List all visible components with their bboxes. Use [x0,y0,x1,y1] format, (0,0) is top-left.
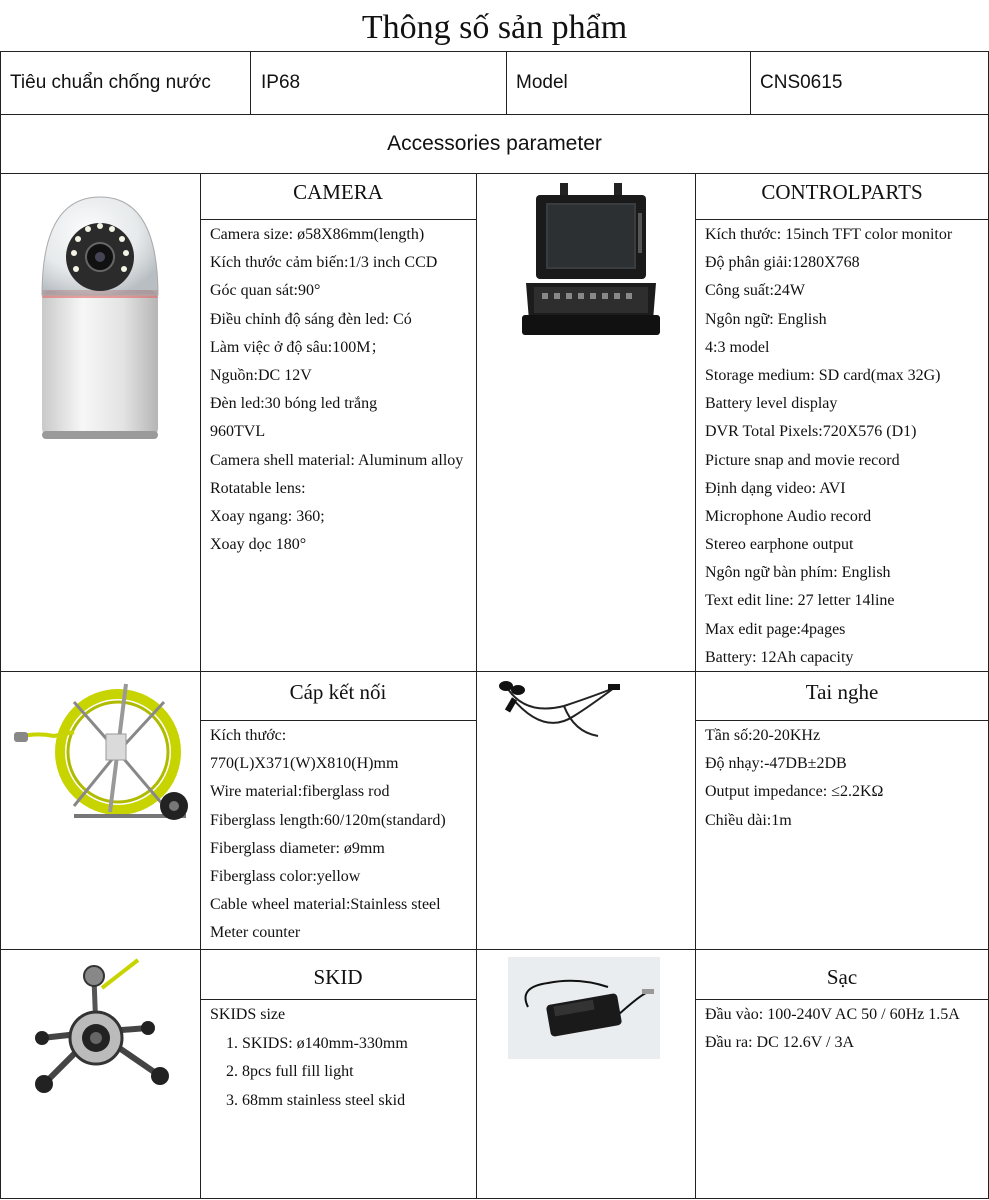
row-divider [0,173,989,174]
controlparts-spec: Picture snap and movie record [705,451,900,469]
camera-spec: Đèn led:30 bóng led trắng [210,395,378,413]
camera-spec: Góc quan sát:90° [210,282,321,300]
col-divider [250,51,251,114]
camera-spec: Camera size: ø58X86mm(length) [210,226,425,243]
camera-spec: 960TVL [210,423,266,441]
controlparts-spec: Ngôn ngữ bàn phím: English [705,564,891,582]
skid-spec-list [210,1001,408,1115]
controlparts-spec: Battery: 12Ah capacity [705,648,854,666]
controlparts-spec: 4:3 model [705,338,770,356]
controlparts-spec: Text edit line: 27 letter 14line [705,592,895,610]
camera-spec-list [210,221,463,559]
charger-image [508,957,660,1059]
cable-spec: Kích thước: [210,727,287,744]
table-border-top [0,51,989,52]
earphone-heading: Tai nghe [805,680,879,704]
controlparts-spec: Độ phân giải:1280X768 [705,254,860,272]
control-unit-image [522,183,660,341]
controlparts-spec: Max edit page:4pages [705,620,846,638]
controlparts-spec: Microphone Audio record [705,507,872,525]
skid-intro: SKIDS size [210,1006,286,1023]
skid-item: 3. 68mm stainless steel skid [226,1091,406,1109]
skid-heading: SKID [313,965,363,989]
earphone-spec: Độ nhạy:-47DB±2DB [705,755,847,773]
camera-spec: Xoay ngang: 360; [210,507,325,525]
section-title: Accessories parameter [387,132,602,155]
table-border-left [0,51,1,1199]
cable-spec: Fiberglass diameter: ø9mm [210,839,385,857]
cable-spec: Wire material:fiberglass rod [210,783,390,801]
camera-spec: Nguồn:DC 12V [210,366,312,384]
cable-spec: Fiberglass color:yellow [210,867,361,885]
cable-spec: Fiberglass length:60/120m(standard) [210,811,446,829]
heading-divider [200,999,476,1000]
earphone-spec-list [705,722,883,835]
heading-divider [695,720,989,721]
heading-divider [695,219,989,220]
waterproof-value: IP68 [261,72,301,93]
skid-image [22,958,174,1098]
heading-divider [200,720,476,721]
controlparts-spec: Storage medium: SD card(max 32G) [705,366,941,384]
camera-spec: Điều chỉnh độ sáng đèn led: Có [210,310,412,328]
controlparts-spec: Stereo earphone output [705,536,854,554]
heading-divider [200,219,476,220]
camera-spec: Xoay dọc 180° [210,536,307,554]
controlparts-spec: Ngôn ngữ: English [705,310,827,328]
controlparts-spec: Định dạng video: AVI [705,479,846,497]
row-divider [0,114,989,115]
col-divider [750,51,751,114]
controlparts-spec: Công suất:24W [705,282,805,300]
col-divider [476,173,477,1199]
camera-spec: Camera shell material: Aluminum alloy [210,451,464,469]
camera-spec: Rotatable lens: [210,479,306,497]
cable-reel-image [14,682,190,828]
camera-spec: Làm việc ở độ sâu:100M； [210,338,387,356]
col-divider [506,51,507,114]
heading-divider [695,999,989,1000]
charger-spec: Đầu vào: 100-240V AC 50 / 60Hz 1.5A [705,1006,960,1023]
controlparts-spec: DVR Total Pixels:720X576 (D1) [705,423,917,441]
model-value: CNS0615 [760,72,843,93]
cable-spec: Cable wheel material:Stainless steel [210,896,441,914]
skid-item: 2. 8pcs full fill light [226,1063,354,1080]
table-border-bottom [0,1198,989,1199]
earphone-spec: Chiều dài:1m [705,811,792,829]
page-title: Thông số sản phẩm [361,9,628,46]
charger-heading: Sạc [826,965,858,989]
row-divider [0,949,989,950]
camera-spec: Kích thước cảm biến:1/3 inch CCD [210,254,438,272]
skid-item: 1. SKIDS: ø140mm-330mm [226,1034,408,1052]
controlparts-heading: CONTROLPARTS [761,180,923,204]
cable-spec-list [210,722,446,948]
earphone-image [494,676,624,740]
cable-spec: 770(L)X371(W)X810(H)mm [210,755,399,773]
model-label: Model [516,72,568,93]
waterproof-label: Tiêu chuẩn chống nước [10,72,211,93]
charger-spec-list [705,1001,960,1057]
cable-spec: Meter counter [210,924,301,942]
controlparts-spec: Kích thước: 15inch TFT color monitor [705,226,953,243]
camera-heading: CAMERA [293,180,383,204]
controlparts-spec-list [705,221,952,672]
charger-spec: Đầu ra: DC 12.6V / 3A [705,1034,855,1052]
cable-heading: Cáp kết nối [289,680,387,704]
earphone-spec: Output impedance: ≤2.2KΩ [705,783,884,801]
camera-image [38,195,162,445]
controlparts-spec: Battery level display [705,395,838,413]
earphone-spec: Tần số:20-20KHz [705,727,821,744]
